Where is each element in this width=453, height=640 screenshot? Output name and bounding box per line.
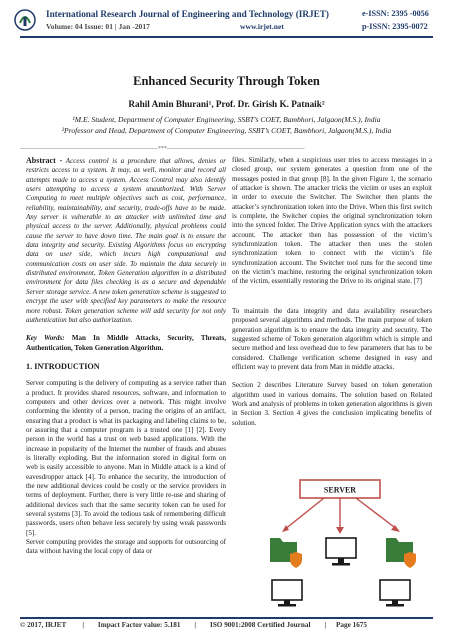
affiliation-2: ²Professor and Head, Department of Computer Engineering, SSBT’s COET, Bambhori, Jalgaon(M.S.), India	[61, 126, 392, 135]
affiliation-1: ¹M.E. Student, Department of Computer Engineering, SSBT’s COET, Bambhori, Jalgaon(M.S.), India	[72, 115, 381, 124]
header-rule	[20, 36, 433, 38]
keywords-text: Man In Middle Attacks, Security, Threats, Authentication, Token Generation Algorithm.	[26, 334, 226, 352]
footer-copyright: © 2017, IRJET	[20, 621, 67, 629]
keywords-label: Key Words:	[26, 334, 65, 343]
arrow-left	[284, 498, 324, 530]
intro-paragraph-1: Server computing is the delivery of computing as a service rather than a product. It provides shared resources, software, and information to computers and other devices over a network. This might involve conforming the identity of a person, tracing the origins of an artifact, ensuring that a product is what its packaging and labeling claims to be, or assuring that a computer program is a trusted one [1] [2]. Every person in the world has a trust on web based applications. With the increase in popularity of the Internet the number of frauds and abuses is literally exploding. But the information stored in digital form on web is easily accessible to anyone. Man in Middle attack is a kind of eavesdropper attack [4]. To enhance the security, the introduction of the new additional devices could be costly or the service providers in terms of deployment. Further, there is very little re-use and sharing of additional devices such that the same security token can be used for several systems [3]. To avoid the tedious task of remembering difficult passwords, users often behave less securely by using weak passwords [5].	[26, 379, 226, 537]
journal-pissn: p-ISSN: 2395-0072	[362, 22, 428, 31]
journal-website-link[interactable]: www.irjet.net	[240, 22, 284, 31]
arrow-right	[356, 498, 398, 530]
journal-volume: Volume: 04 Issue: 01 | Jan -2017	[46, 22, 150, 31]
journal-logo-icon	[14, 8, 36, 32]
footer-sep: |	[324, 621, 327, 629]
footer-page-number: Page 1675	[336, 621, 367, 629]
shield-icon	[404, 552, 416, 568]
journal-name: International Research Journal of Engineering and Technology (IRJET)	[46, 9, 329, 19]
journal-header	[8, 8, 445, 34]
arrow-down-head	[336, 527, 344, 534]
abstract-text: Access control is a procedure that allows, denies or restricts access to a system. It may, as well, monitor and record all attempts made to access a system. Access Control may also identify users attempting to access a system unauthorized. With Server Computing to meet multiple objectives such as cost, performance, reliability, maintainability, and security, trade-offs have to be made. Any server is vulnerable to an attacker with unlimited time and physical access to the server. Additionally, physical problems could cause the server to have down time. The main goal is to ensure the data integrity and security. Existing Algorithms focus on encrypting data on user side, which incurs high computational and communication costs on user side. To maintain the data securely in distributed environment, Token Generation algorithm in a distributed environment for data files checking is as a secure and dependable Server storage service. A new token generation scheme is suggested to encrypt the user with specified key parameters to make the resource more robust. Token generation scheme will add security for not only authentication but also authorization.	[26, 157, 227, 324]
footer-iso: ISO 9001:2008 Certified Journal	[210, 621, 311, 629]
keywords	[26, 334, 226, 353]
left-column	[26, 156, 226, 566]
abstract-label: Abstract -	[26, 156, 63, 165]
intro-heading: 1. INTRODUCTION	[26, 361, 100, 371]
monitor-icon	[272, 580, 302, 607]
footer-rule	[20, 617, 433, 619]
footer-sep: |	[194, 621, 197, 629]
right-column	[232, 156, 432, 437]
section-separator: ---------------------------------------------------------------------***---------------------------------------------------------------------	[20, 146, 305, 152]
monitor-icon	[380, 580, 410, 607]
page-footer	[20, 621, 433, 629]
journal-eissn: e-ISSN: 2395 -0056	[362, 9, 429, 18]
right-paragraph-2: To maintain the data integrity and data availability researchers proposed several algorithms and methods. The main purpose of token generation algorithm is to ensure the data integrity and security. The suggested scheme of Token generation algorithm which is simple and secure method and less overhead due to few parameters that has to be considered. Challenge verification scheme designed in easy and efficient way to prevent data from Man in middle attacks.	[232, 306, 432, 371]
attack-scenario-figure	[262, 476, 422, 614]
paper-authors: Rahil Amin Bhurani¹, Prof. Dr. Girish K. Patnaik²	[128, 99, 325, 109]
right-paragraph-3: Section 2 describes Literature Survey based on token generation algorithm used in various domains. The solution based on Related Work and analysis of problems in token generation algorithms is given in Section 3. Section 4 gives the conclusion implicating benefits of solution.	[232, 381, 432, 427]
paper-title: Enhanced Security Through Token	[133, 74, 320, 88]
footer-sep: |	[82, 621, 84, 629]
right-paragraph-1: files. Similarly, when a suspicious user tries to access messages in a closed group, our system generates a question from one of the messages posted in that group [8]. In the given Figure 1, the scenario of attacker is shown. The attacker tricks the victim or uses an exploit in order to execute the Switcher. The Switcher then plants the attacker’s synchronization token into the Drive. When this first switch is complete, the Switcher copies the original synchronization token into the synced folder. The Drive Application syncs with the attackers account. The attacker then has possession of the victim’s synchronization token. The attacker then uses the stolen synchronization token to connect with the victim’s file synchronization account. The Switcher tool runs for the second time on the victim’s machine, restoring the original synchronization token of the victim, essentially restoring the Drive to its original state. [7]	[232, 156, 432, 286]
shield-icon	[290, 552, 302, 568]
intro-paragraph-2: Server computing provides the storage and supports for outsourcing of data without having the local copy of data or	[26, 538, 226, 556]
abstract	[26, 156, 226, 325]
server-label: SERVER	[323, 485, 357, 495]
footer-impact-factor: Impact Factor value: 5.181	[97, 621, 181, 629]
monitor-icon	[326, 538, 356, 566]
